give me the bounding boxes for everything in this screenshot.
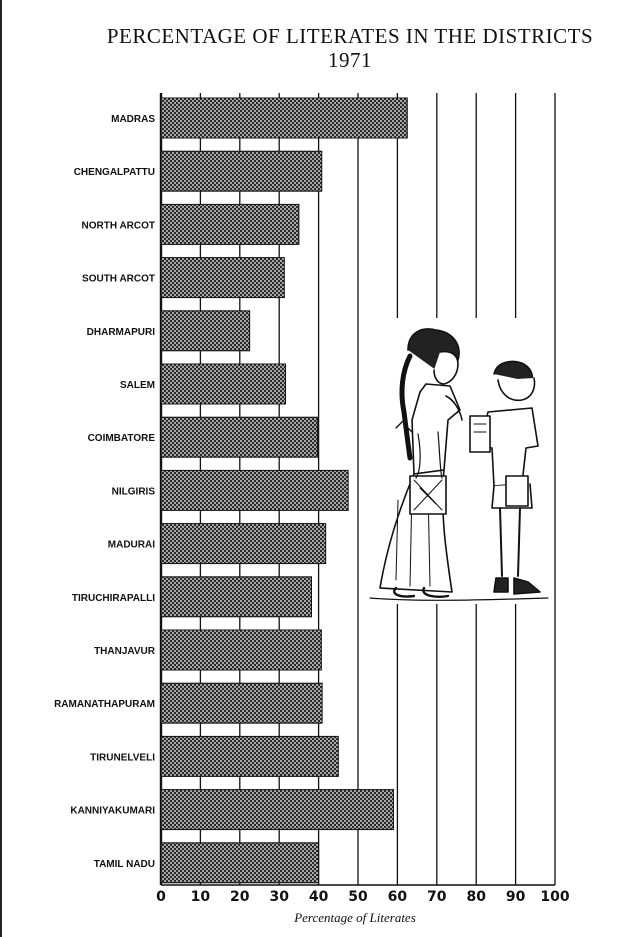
- category-label: MADURAI: [107, 539, 155, 551]
- x-tick-label: 30: [269, 889, 289, 905]
- x-tick-label: 70: [427, 889, 447, 905]
- category-label: COIMBATORE: [87, 433, 155, 445]
- category-label: DHARMAPURI: [86, 326, 155, 338]
- x-tick-label: 90: [505, 889, 526, 905]
- bar: [161, 790, 393, 830]
- category-label: TIRUCHIRAPALLI: [71, 592, 155, 604]
- bar: [161, 364, 286, 404]
- category-label: SALEM: [120, 380, 155, 391]
- x-tick-label: 10: [190, 889, 211, 905]
- bar: [161, 736, 338, 776]
- category-labels: [54, 114, 156, 870]
- bar: [161, 630, 321, 670]
- x-tick-label: 100: [540, 889, 570, 905]
- two-schoolchildren-drawing: [362, 318, 554, 604]
- chart-title: PERCENTAGE OF LITERATES IN THE DISTRICTS: [106, 24, 594, 48]
- bar: [161, 258, 284, 298]
- bar: [161, 311, 250, 351]
- category-label: MADRAS: [111, 114, 155, 125]
- x-axis-label: Percentage of Literates: [294, 910, 416, 925]
- x-tick-label: 60: [387, 889, 408, 905]
- category-label: RAMANATHAPURAM: [54, 699, 155, 711]
- category-label: CHENGALPATTU: [73, 167, 155, 179]
- bar: [161, 204, 299, 244]
- category-label: SOUTH ARCOT: [82, 273, 155, 285]
- bar: [161, 151, 322, 191]
- bar: [161, 683, 322, 723]
- bar: [161, 470, 348, 510]
- x-tick-label: 80: [466, 889, 486, 905]
- bar: [161, 843, 319, 883]
- category-label: THANJAVUR: [94, 646, 155, 657]
- x-tick-label: 50: [348, 889, 368, 905]
- x-tick-label: 40: [308, 889, 329, 905]
- bar: [161, 524, 326, 564]
- chart-subtitle: 1971: [328, 48, 372, 72]
- category-label: NILGIRIS: [111, 486, 155, 498]
- x-tick-label: 0: [156, 889, 166, 905]
- bar: [161, 98, 407, 138]
- category-label: NORTH ARCOT: [81, 220, 155, 232]
- bar: [161, 577, 312, 617]
- category-label: KANNIYAKUMARI: [70, 805, 155, 817]
- bar: [161, 417, 317, 457]
- x-tick-label: 20: [230, 889, 250, 905]
- x-tick-labels: [156, 889, 570, 905]
- category-label: TAMIL NADU: [93, 858, 155, 870]
- category-label: TIRUNELVELI: [90, 752, 155, 764]
